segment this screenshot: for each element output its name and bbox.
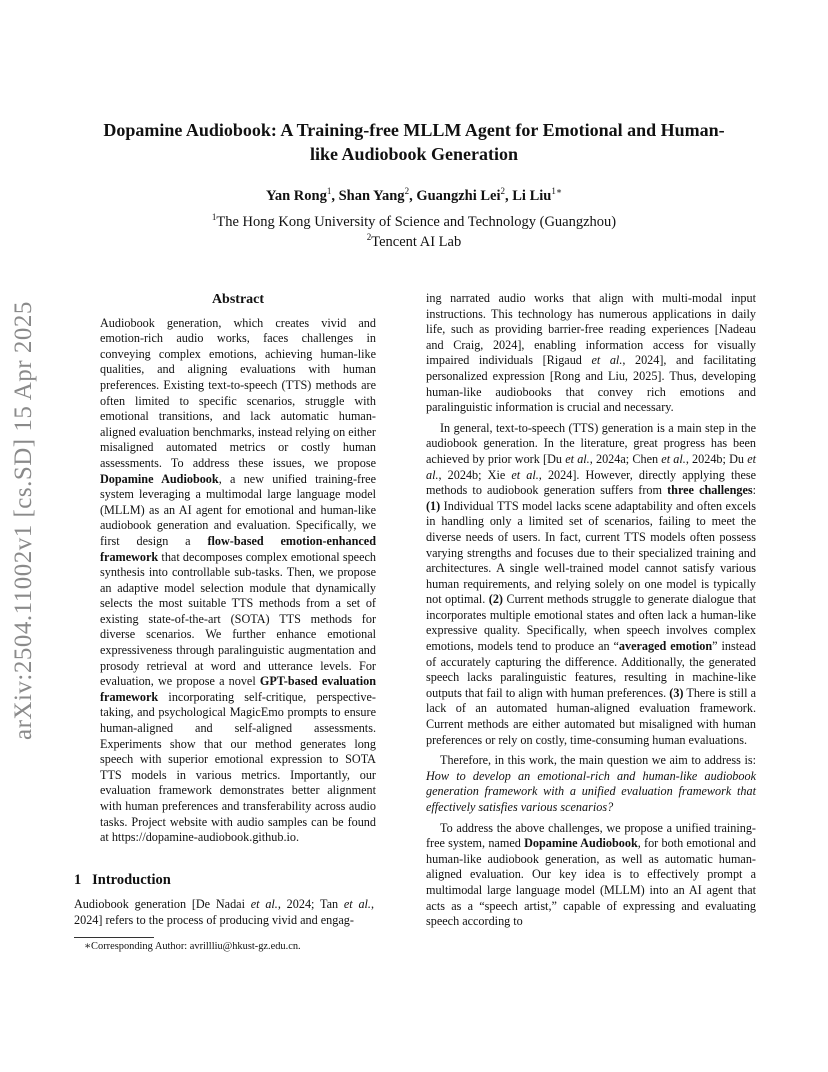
author-affiliation-mark: 2 [404, 186, 410, 197]
section-heading-introduction: 1 Introduction [74, 872, 171, 888]
paragraph: In general, text-to-speech (TTS) generation is a main step in the audiobook generation. In the literature, great progress has been achieved by prior work [Du et al., 2024a; Chen et al., 2024b; Du et al., 2024b; Xie et al., 2024]. However, directly applying these methods to audiobook generation suffers from three challenges: (1) Individual TTS model lacks scene adaptability and often excels in handling only a limited set of scenarios, failing to meet the diverse needs of users. In fact, current TTS models often possess varying strengths and focuses due to their specialized training and architectures. A single well-trained model cannot satisfy various human requirements, and relying solely on one model is typically not optimal. (2) Current methods struggle to generate dialogue that incorporates multiple emotional states and often lack a human-like expressive quality. Specifically, when speech involves complex emotions, models tend to produce an “averaged emotion” instead of accurately capturing the difference. Additionally, the generated speech lacks paralinguistic features, resulting in machine-like outputs that fail to align with human preferences. (3) There is still a lack of an automated human-aligned evaluation framework. Current methods are either automated but misaligned with human preferences or rely on costly, time-consuming human evaluations. [426, 420, 757, 747]
arxiv-identifier: arXiv:2504.11002v1 [cs.SD] 15 Apr 2025 [10, 301, 37, 740]
author-list: Yan Rong$^1$, Shan Yang$^2$, Guangzhi Lei$^2$, Li Liu$^{1∗}$ [266, 186, 562, 204]
footnote: ∗Corresponding Author: avrillliu@hkust-gz.edu.cn. [84, 941, 301, 952]
abstract [100, 292, 376, 846]
author-name: Guangzhi Lei [416, 188, 501, 204]
paragraph: ing narrated audio works that align with multi-modal input instructions. This technology has numerous applications in daily life, such as providing barrier-free reading experiences [Nadeau and Craig, 2024], enabling information access for visually impaired individuals [Rigaud et al., 2024], and facilitating personalized expression [Rong and Liu, 2025]. Thus, developing human-like audiobooks that convey rich emotions and paralinguistic information is crucial and necessary. [426, 291, 757, 415]
footnote-rule [74, 937, 154, 938]
author-affiliation-mark: 2 [500, 186, 506, 197]
author-name: Li Liu [512, 188, 552, 204]
author-name: Shan Yang [338, 188, 405, 204]
right-column [426, 291, 756, 930]
introduction-paragraph: Audiobook generation [De Nadai et al., 2024; Tan et al., 2024] refers to the process of producing vivid and engag- [74, 897, 375, 927]
paper-title: Dopamine Audiobook: A Training-free MLLM Agent for Emotional and Human-like Audiobook Generation [103, 120, 725, 164]
author-name: Yan Rong [266, 188, 327, 204]
paragraph: Therefore, in this work, the main question we aim to address is: How to develop an emotional-rich and human-like audiobook generation framework with a unified evaluation framework that effectively satisfies various scenarios? [426, 753, 756, 814]
affiliation: $^2$Tencent AI Lab [366, 232, 462, 250]
author-affiliation-mark: 1 [326, 186, 332, 197]
affiliations [90, 212, 738, 252]
author-affiliation-mark: 1∗ [551, 186, 562, 197]
affiliation: $^1$The Hong Kong University of Science and Technology (Guangzhou) [211, 212, 617, 230]
abstract-heading: Abstract [211, 292, 265, 307]
abstract-body: Audiobook generation, which creates vivid and emotion-rich audio works, faces challenges in conveying complex emotions, achieving human-like qualities, and aligning evaluations with human preferences. Existing text-to-speech (TTS) methods are often limited to specific scenarios, struggle with emotional transitions, and lack automatic human-aligned evaluation benchmarks, instead relying on either misaligned automated metrics or costly human assessments. To address these issues, we propose Dopamine Audiobook, a new unified training-free system leveraging a multimodal large language model (MLLM) as an AI agent for emotional and human-like audiobook generation and evaluation. Specifically, we first design a flow-based emotion-enhanced framework that decomposes complex emotional speech synthesis into controllable sub-tasks. Then, we propose an adaptive model selection module that dynamically selects the most suitable TTS methods from a set of existing state-of-the-art (SOTA) TTS methods for diverse scenarios. We further enhance emotional expressiveness through paralinguistic augmentation and prosody retrieval at word and utterance levels. For evaluation, we propose a novel GPT-based evaluation framework incorporating self-critique, perspective-taking, and psychological MagicEmo prompts to ensure human-aligned and self-aligned assessments. Experiments show that our method generates long speech with superior emotional expression to SOTA TTS models in various metrics. Importantly, our evaluation framework demonstrates better alignment with human preferences and transferability across audio tasks. Project website with audio samples can be found at https://dopamine-audiobook.github.io. [100, 315, 376, 845]
paragraph: To address the above challenges, we propose a unified training-free system, named Dopamine Audiobook, for both emotional and human-like audiobook generation, as well as automatic human-aligned evaluation. Our key idea is to effectively prompt a multimodal large language model (MLLM) into an AI agent that acts as a “speech artist,” capable of expressing and evaluating speech according to [426, 820, 756, 929]
